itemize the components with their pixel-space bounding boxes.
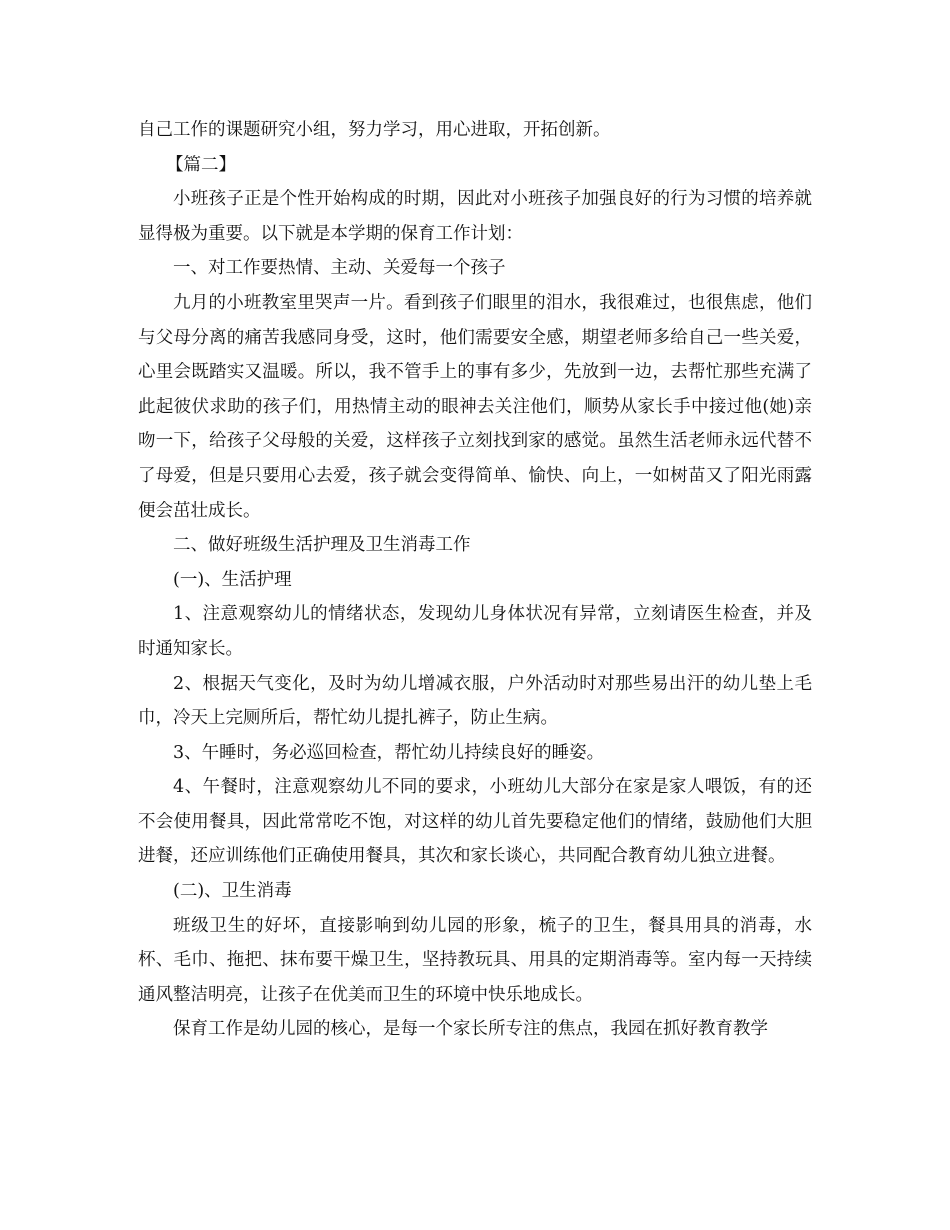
- document-body: [138, 113, 812, 1047]
- list-item-2: 2、根据天气变化，及时为幼儿增减衣服，户外活动时对那些易出汗的幼儿垫上毛巾，冷天上完厕所后，帮忙幼儿提扎裤子，防止生病。: [138, 673, 812, 729]
- list-item-4: 4、午餐时，注意观察幼儿不同的要求，小班幼儿大部分在家是家人喂饭，有的还不会使用餐具，因此常常吃不饱，对这样的幼儿首先要稳定他们的情绪，鼓励他们大胆进餐，还应训练他们正确使用餐具，其次和家长谈心，共同配合教育幼儿独立进餐。: [138, 777, 812, 867]
- section-heading-1: 一、对工作要热情、主动、关爱每一个孩子: [173, 258, 506, 279]
- paragraph-intro: 小班孩子正是个性开始构成的时期，因此对小班孩子加强良好的行为习惯的培养就显得极为重要。以下就是本学期的保育工作计划：: [138, 189, 812, 244]
- section-heading-2: 二、做好班级生活护理及卫生消毒工作: [173, 535, 471, 556]
- section-marker: 【篇二】: [166, 154, 236, 175]
- list-item-1: 1、注意观察幼儿的情绪状态，发现幼儿身体状况有异常，立刻请医生检查，并及时通知家长。: [138, 604, 812, 659]
- subsection-heading-life-care: (一)、生活护理: [173, 569, 292, 590]
- paragraph-continuation: 自己工作的课题研究小组，努力学习，用心进取，开拓创新。: [138, 120, 611, 140]
- paragraph-hygiene: 班级卫生的好坏，直接影响到幼儿园的形象，梳子的卫生，餐具用具的消毒，水杯、毛巾、拖把、抹布要干燥卫生，坚持教玩具、用具的定期消毒等。室内每一天持续通风整洁明亮，让孩子在优美而卫生的环境中快乐地成长。: [138, 915, 812, 1005]
- list-item-3: 3、午睡时，务必巡回检查，帮忙幼儿持续良好的睡姿。: [173, 742, 605, 763]
- subsection-heading-hygiene: (二)、卫生消毒: [173, 881, 292, 902]
- paragraph-september: 九月的小班教室里哭声一片。看到孩子们眼里的泪水，我很难过，也很焦虑，他们与父母分离的痛苦我感同身受，这时，他们需要安全感，期望老师多给自己一些关爱，心里会既踏实又温暖。所以，我不管手上的事有多少，先放到一边，去帮忙那些充满了此起彼伏求助的孩子们，用热情主动的眼神去关注他们，顺势从家长手中接过他(她)亲吻一下，给孩子父母般的关爱，这样孩子立刻找到家的感觉。虽然生活老师永远代替不了母爱，但是只要用心去爱，孩子就会变得简单、愉快、向上，一如树苗又了阳光雨露便会茁壮成长。: [138, 292, 812, 521]
- paragraph-closing: 保育工作是幼儿园的核心，是每一个家长所专注的焦点，我园在抓好教育教学: [173, 1019, 768, 1040]
